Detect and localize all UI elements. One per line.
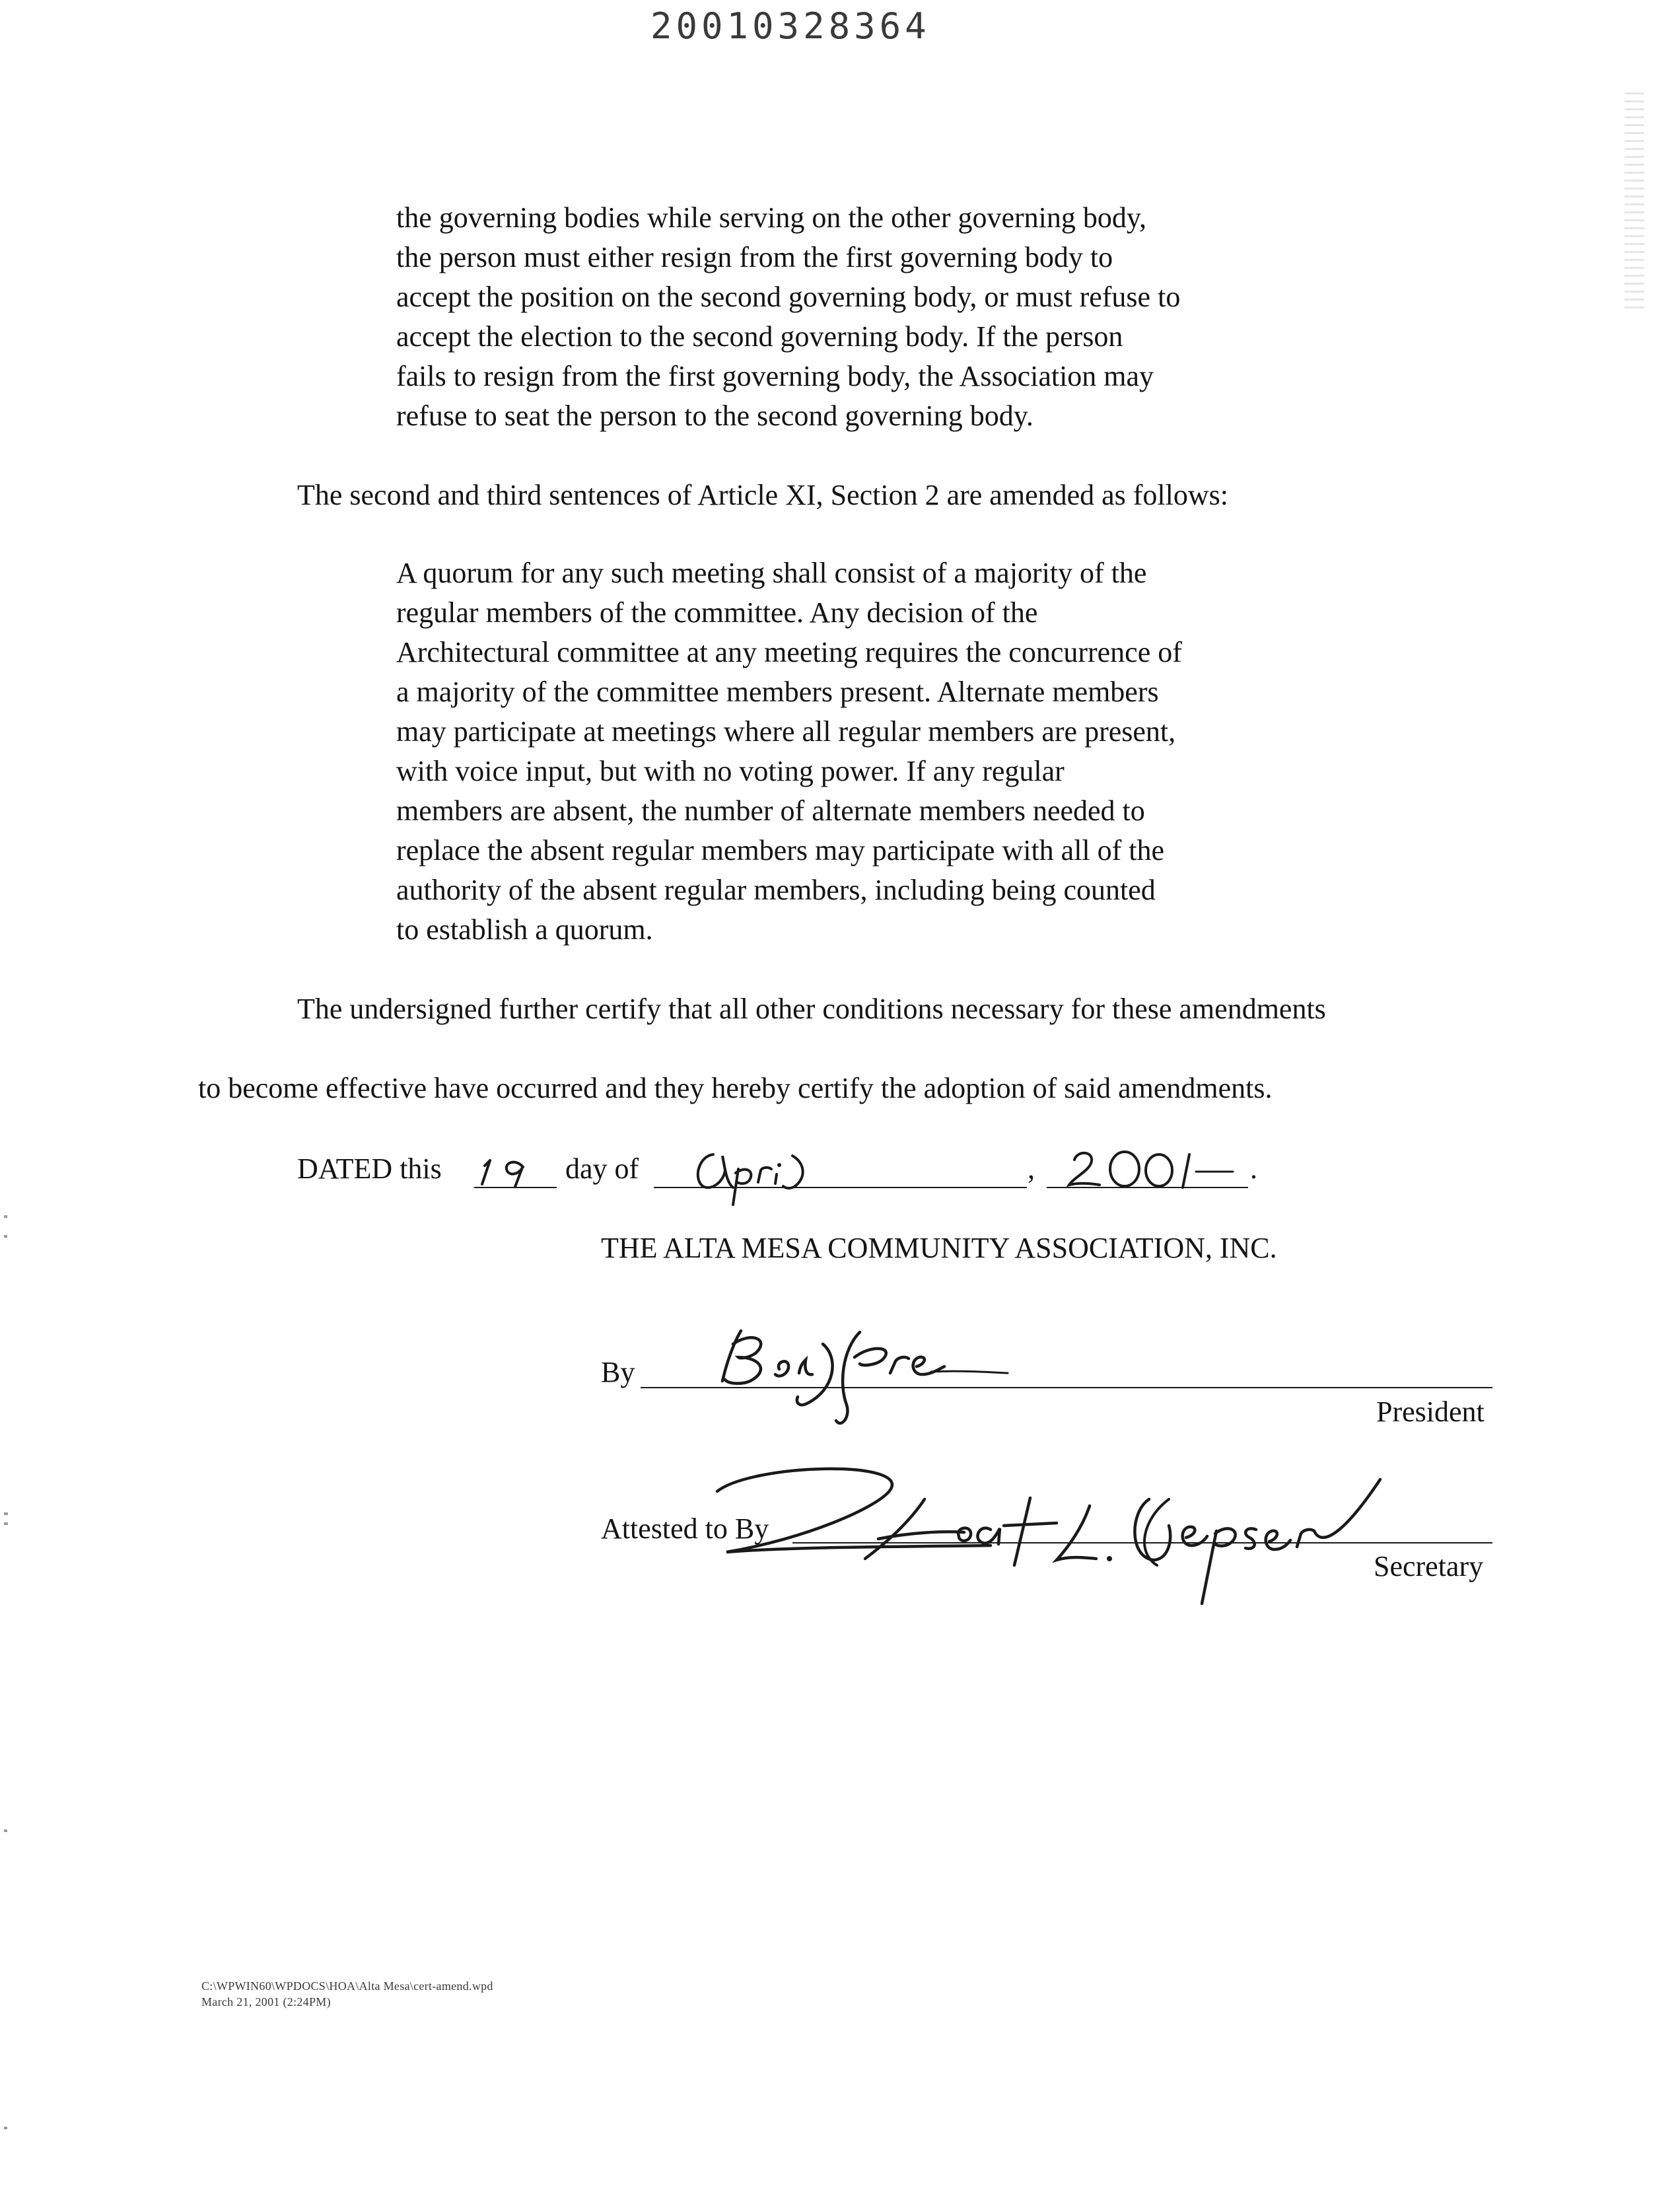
block-quote-line: with voice input, but with no voting power. If any regular bbox=[396, 755, 1065, 787]
block-quote-line: refuse to seat the person to the second governing body. bbox=[396, 400, 1033, 432]
block-quote-line: a majority of the committee members present. Alternate members bbox=[396, 676, 1159, 708]
dated-period: . bbox=[1250, 1152, 1257, 1185]
edge-speck bbox=[4, 2127, 7, 2129]
block-quote-governing-bodies bbox=[396, 198, 1347, 436]
block-quote-line: accept the election to the second governing body. If the person bbox=[396, 320, 1123, 353]
handwritten-month bbox=[687, 1136, 845, 1209]
block-quote-line: members are absent, the number of alternate members needed to bbox=[396, 795, 1145, 827]
block-quote-line: the governing bodies while serving on the other governing body, bbox=[396, 201, 1147, 234]
secretary-title: Secretary bbox=[1374, 1550, 1484, 1582]
association-name: THE ALTA MESA COMMUNITY ASSOCIATION, INC. bbox=[601, 1232, 1277, 1264]
block-quote-line: authority of the absent regular members, including being counted bbox=[396, 874, 1156, 906]
footer-file-reference bbox=[201, 1978, 493, 2010]
edge-speck bbox=[4, 1512, 8, 1515]
edge-speck bbox=[4, 1829, 7, 1832]
block-quote-quorum bbox=[396, 553, 1347, 950]
footer-file-path: C:\WPWIN60\WPDOCS\HOA\Alta Mesa\cert-amend.wpd bbox=[201, 1979, 493, 1993]
block-quote-line: to establish a quorum. bbox=[396, 913, 653, 946]
certify-line-1: The undersigned further certify that all other conditions necessary for these amendments bbox=[297, 993, 1326, 1025]
block-quote-line: may participate at meetings where all regular members are present, bbox=[396, 715, 1176, 748]
block-quote-line: fails to resign from the first governing body, the Association may bbox=[396, 360, 1154, 392]
secretary-signature bbox=[713, 1460, 1387, 1612]
block-quote-line: A quorum for any such meeting shall consist of a majority of the bbox=[396, 557, 1147, 589]
scanner-stamp-ghost bbox=[1625, 92, 1644, 310]
dated-prefix: DATED this bbox=[297, 1152, 442, 1185]
handwritten-year bbox=[1060, 1136, 1245, 1195]
handwritten-day bbox=[475, 1146, 555, 1192]
document-number: 20010328364 bbox=[650, 5, 930, 47]
block-quote-line: the person must either resign from the first governing body to bbox=[396, 241, 1113, 273]
by-label: By bbox=[601, 1356, 635, 1388]
block-quote-line: regular members of the committee. Any decision of the bbox=[396, 596, 1038, 629]
block-quote-line: Architectural committee at any meeting requires the concurrence of bbox=[396, 636, 1182, 668]
footer-date-stamp: March 21, 2001 (2:24PM) bbox=[201, 1995, 331, 2008]
edge-speck bbox=[4, 1522, 8, 1525]
edge-speck bbox=[4, 1235, 7, 1238]
dated-comma: , bbox=[1028, 1152, 1035, 1185]
president-signature bbox=[707, 1318, 1010, 1436]
block-quote-line: accept the position on the second governing body, or must refuse to bbox=[396, 281, 1181, 313]
amendment-intro-sentence: The second and third sentences of Article XI, Section 2 are amended as follows: bbox=[297, 479, 1228, 511]
attested-label: Attested to By bbox=[601, 1512, 769, 1545]
edge-speck bbox=[4, 1215, 7, 1218]
dated-day-of: day of bbox=[565, 1152, 639, 1185]
certify-line-2: to become effective have occurred and they hereby certify the adoption of said amendments. bbox=[198, 1072, 1273, 1104]
president-title: President bbox=[1376, 1396, 1485, 1428]
block-quote-line: replace the absent regular members may participate with all of the bbox=[396, 834, 1165, 867]
